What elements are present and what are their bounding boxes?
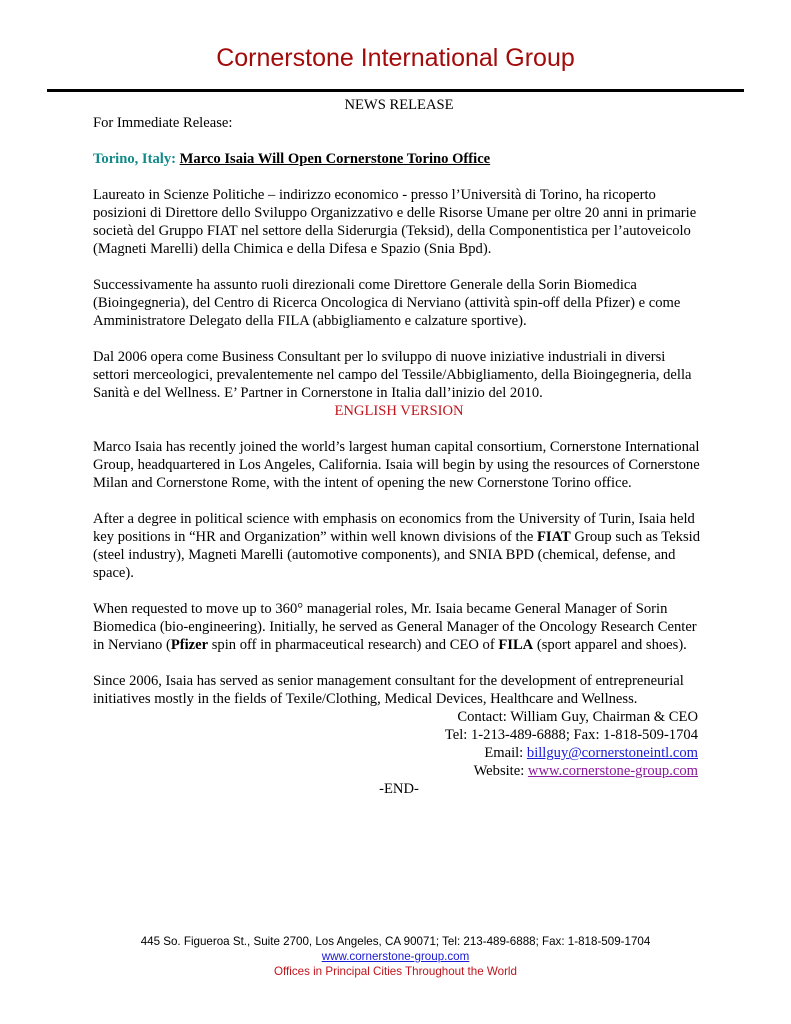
english-paragraph-4: Since 2006, Isaia has served as senior management consultant for the development of entrepreneurial initiatives mostly in the fields of Texile/Clothing, Medical Devices, Healthcare and Wellness. — [93, 673, 684, 707]
italian-paragraph-3: Dal 2006 opera come Business Consultant per lo sviluppo di nuove iniziative industriali in diversi settori merceologici, prevalentemente nel campo del Tessile/Abbigliamento, della Bioingegneria, della Sanità e del Wellness. E’ Partner in Cornerstone in Italia dall’inizio del 2010. — [93, 349, 692, 401]
english-version-heading: ENGLISH VERSION — [334, 403, 464, 419]
fila-bold: FILA — [498, 637, 534, 653]
end-marker: -END- — [379, 781, 419, 797]
immediate-release: For Immediate Release: — [93, 115, 233, 131]
contact-website-link[interactable]: www.cornerstone-group.com — [527, 763, 698, 779]
contact-website-line: Website: www.cornerstone-group.com — [473, 763, 698, 779]
english-paragraph-2: After a degree in political science with emphasis on economics from the University of Turin, Isaia held key positions in “HR and Organization” within well known divisions of the FIAT Group such as Teksid (steel industry), Magneti Marelli (automotive components), and SNIA BPD (chemical, defense, and space). — [93, 511, 701, 581]
header-divider — [47, 89, 744, 92]
footer-website-link[interactable]: www.cornerstone-group.com — [321, 950, 470, 963]
contact-name: Contact: William Guy, Chairman & CEO — [457, 709, 698, 725]
pfizer-bold: Pfizer — [170, 637, 209, 653]
contact-email-link[interactable]: billguy@cornerstoneintl.com — [526, 745, 698, 761]
dateline — [93, 150, 705, 168]
italian-paragraph-2: Successivamente ha assunto ruoli direzionali come Direttore Generale della Sorin Biomedica (Bioingegneria), del Centro di Ricerca Oncologica di Nerviano (attività spin-off della Pfizer) e come Amministratore Delegato della FILA (abbigliamento e calzature sportive). — [93, 277, 681, 329]
contact-block — [93, 708, 705, 780]
document-body — [93, 96, 705, 798]
headline: Marco Isaia Will Open Cornerstone Torino Office — [179, 151, 491, 167]
fiat-bold: FIAT — [536, 529, 571, 545]
footer-offices: Offices in Principal Cities Throughout the World — [274, 965, 517, 978]
dateline-city: Torino, Italy: — [93, 151, 176, 167]
english-paragraph-3: When requested to move up to 360° managerial roles, Mr. Isaia became General Manager of Sorin Biomedica (bio-engineering). Initially, he served as General Manager of the Oncology Research Center in Nerviano (Pfizer spin off in pharmaceutical research) and CEO of FILA (sport apparel and shoes). — [93, 601, 697, 653]
contact-phone: Tel: 1-213-489-6888; Fax: 1-818-509-1704 — [444, 727, 698, 743]
footer — [0, 934, 791, 979]
company-title: Cornerstone International Group — [216, 44, 575, 72]
footer-address: 445 So. Figueroa St., Suite 2700, Los Angeles, CA 90071; Tel: 213-489-6888; Fax: 1-818-509-1704 — [140, 935, 651, 948]
contact-email-line: Email: billguy@cornerstoneintl.com — [484, 745, 698, 761]
english-paragraph-1: Marco Isaia has recently joined the world’s largest human capital consortium, Cornerstone International Group, headquartered in Los Angeles, California. Isaia will begin by using the resources of Cornerstone Milan and Cornerstone Rome, with the intent of opening the new Cornerstone Torino office. — [93, 439, 700, 491]
news-release-label: NEWS RELEASE — [344, 97, 454, 113]
italian-paragraph-1: Laureato in Scienze Politiche – indirizzo economico - presso l’Università di Torino, ha ricoperto posizioni di Direttore dello Sviluppo Organizzativo e delle Risorse Umane per oltre 20 anni in primarie società del Gruppo FIAT nel settore della Siderurgia (Teksid), della Componentistica per l’autoveicolo (Magneti Marelli) della Chimica e della Difesa e Spazio (Snia Bpd). — [93, 187, 697, 257]
